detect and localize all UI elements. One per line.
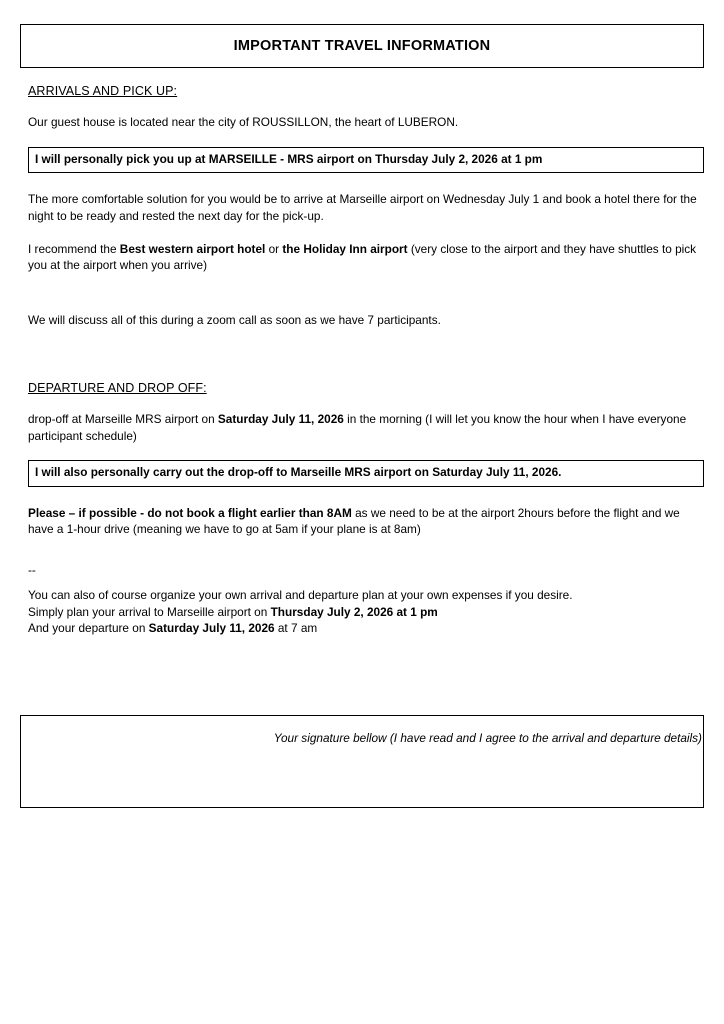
page-title: IMPORTANT TRAVEL INFORMATION xyxy=(233,38,491,54)
recommend-hotel-1: Best western airport hotel xyxy=(119,241,266,256)
own-departure-date: Saturday July 11, 2026 xyxy=(148,621,275,636)
section-heading-arrivals: ARRIVALS AND PICK UP: xyxy=(28,84,178,98)
zoom-call-note: We will discuss all of this during a zoom call as soon as we have 7 participants. xyxy=(28,313,441,328)
dropoff-suffix: in the morning (I will let you know the hour when I have everyone participant schedule) xyxy=(28,411,687,443)
spacer-2 xyxy=(28,345,704,381)
dropoff-details-text xyxy=(28,411,704,445)
spacer-3 xyxy=(28,554,704,562)
flight-warning-rest: as we need to be at the airport 2hours before the flight and we have a 1-hour drive (meaning we have to go at 5am if your plane is at 8am) xyxy=(28,505,680,537)
arrivals-intro-text: Our guest house is located near the city of ROUSSILLON, the heart of LUBERON. xyxy=(28,115,459,129)
own-arrival-date: Thursday July 2, 2026 at 1 pm xyxy=(270,604,438,619)
recommend-suffix: (very close to the airport and they have shuttles to pick you at the airport when you arrive) xyxy=(28,241,697,273)
dropoff-date: Saturday July 11, 2026 xyxy=(217,411,344,426)
recommend-hotel-2: the Holiday Inn airport xyxy=(282,241,408,256)
recommend-prefix: I recommend the xyxy=(28,241,120,256)
spacer-1 xyxy=(28,290,704,312)
text-divider: -- xyxy=(28,563,36,578)
own-arrival-text xyxy=(28,604,704,621)
own-departure-text xyxy=(28,620,704,637)
signature-note: Your signature bellow (I have read and I agree to the arrival and departure details) xyxy=(273,731,702,746)
document-body xyxy=(28,84,704,745)
arrivals-recommendation-text xyxy=(28,241,704,275)
dropoff-prefix: drop-off at Marseille MRS airport on xyxy=(28,411,218,426)
arrivals-suggestion-text: The more comfortable solution for you would be to arrive at Marseille airport on Wednesday July 1 and book a hotel there for the night to be ready and rested the next day for the pick-up. xyxy=(28,192,697,223)
pickup-highlight-text: I will personally pick you up at MARSEILLE - MRS airport on Thursday July 2, 2026 at 1 pm xyxy=(35,151,543,166)
own-plan-text: You can also of course organize your own arrival and departure plan at your own expenses if you desire. xyxy=(28,587,573,602)
dropoff-highlight-box xyxy=(28,460,704,486)
own-departure-suffix: at 7 am xyxy=(274,621,318,636)
own-arrival-prefix: Simply plan your arrival to Marseille airport on xyxy=(28,604,271,619)
flight-warning-bold: Please – if possible - do not book a flight earlier than 8AM xyxy=(28,505,352,520)
document-title-box xyxy=(20,24,704,68)
recommend-middle: or xyxy=(265,241,283,256)
pickup-highlight-box xyxy=(28,147,704,173)
signature-field[interactable] xyxy=(20,715,704,808)
flight-time-warning xyxy=(28,505,704,539)
dropoff-highlight-text: I will also personally carry out the drop-off to Marseille MRS airport on Saturday July 11, 2026. xyxy=(35,465,562,480)
section-heading-departure: DEPARTURE AND DROP OFF: xyxy=(28,380,207,395)
own-departure-prefix: And your departure on xyxy=(28,621,149,636)
spacer-4 xyxy=(28,653,704,689)
